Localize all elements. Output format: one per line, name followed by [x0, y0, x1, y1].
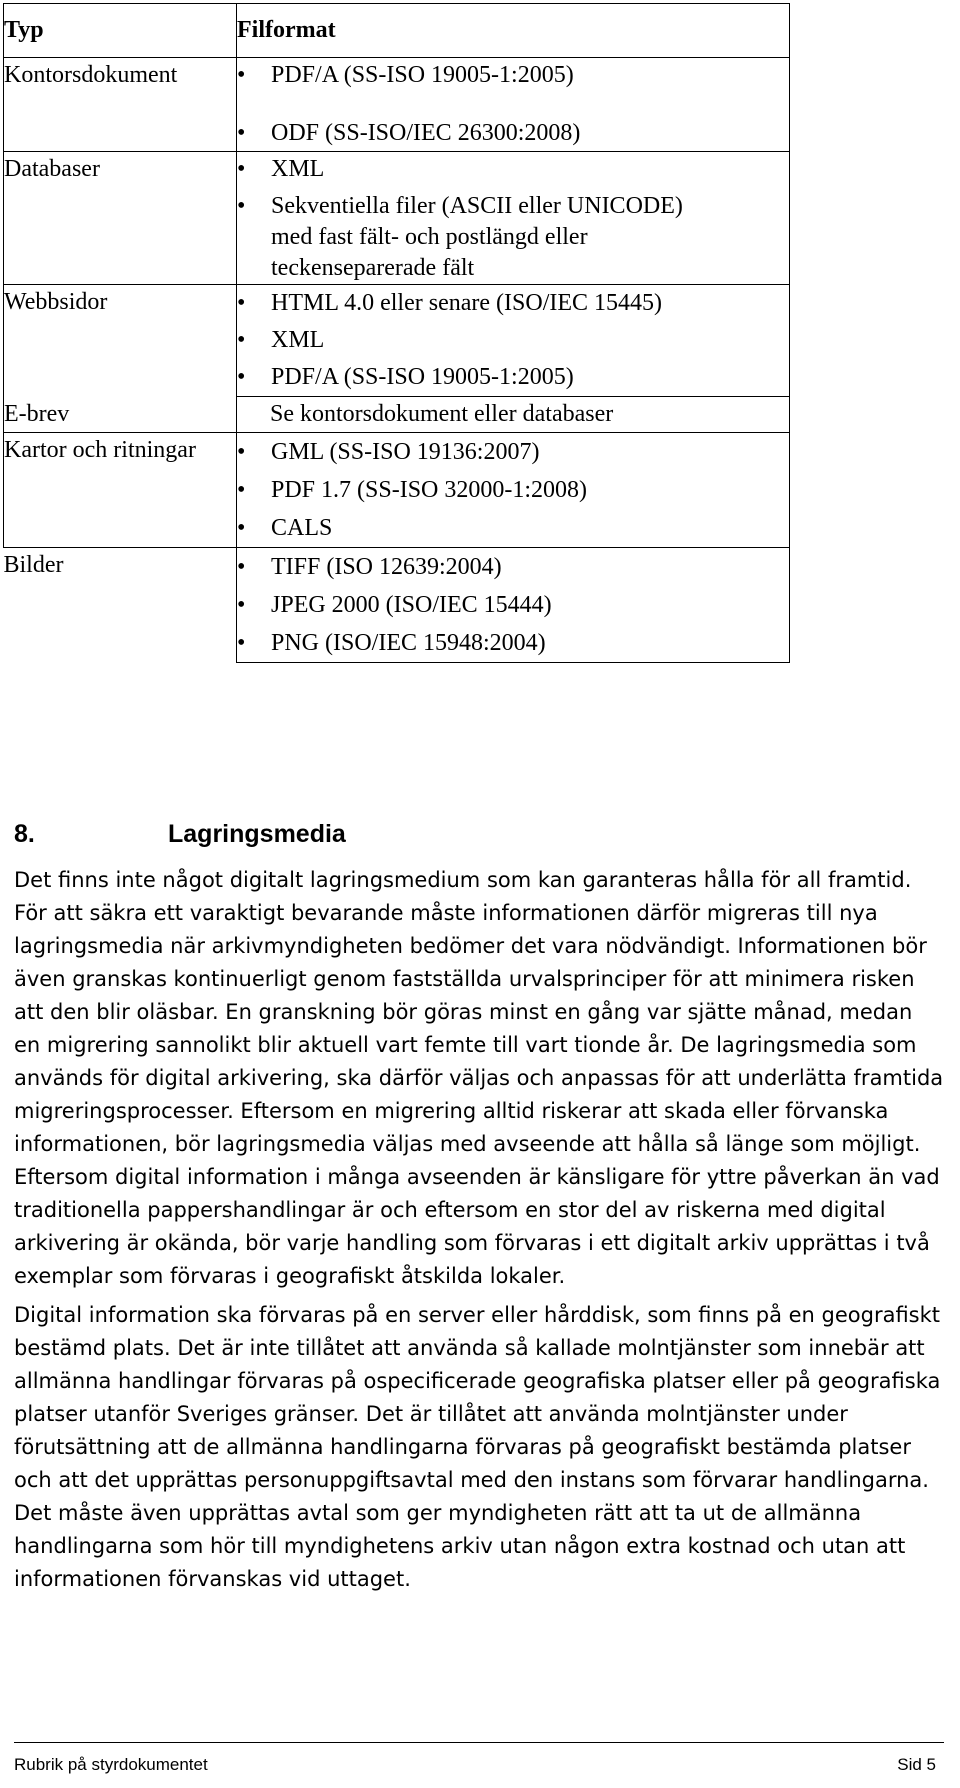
format-list	[237, 58, 789, 151]
section-heading	[14, 820, 346, 849]
file-format-table	[3, 3, 790, 663]
list-item: • CALS	[237, 509, 789, 547]
table-row	[4, 433, 790, 548]
paragraph: Det finns inte något digitalt lagringsmedium som kan garanteras hålla för all framtid. För att säkra ett varaktigt bevarande måste informationen därför migreras till nya lagringsmedia när arkivmyndigheten bedömer det vara nödvändigt. Informationen bör även granskas kontinuerligt genom fastställda urvalsprinciper för att minimera risken att den blir oläsbar. En granskning bör göras minst en gång var sjätte månad, medan en migrering sannolikt blir aktuell vart femte till vart tionde år. De lagringsmedia som används för digital arkivering, ska därför väljas och anpassas för att underlätta framtida migreringsprocesser. Eftersom en migrering alltid riskerar att skada eller förvanska informationen, bör lagringsmedia väljas med avseende att hålla så länge som möjligt. Eftersom digital information i många avseenden är känsligare för yttre påverkan än vad traditionella pappershandlingar är och eftersom en stor del av riskerna med digital arkivering är okända, bör varje handling som förvaras i ett digitalt arkiv upprättas i två exemplar som förvaras i geografiskt åtskilda lokaler.	[14, 868, 944, 1288]
format-list	[237, 152, 789, 284]
list-item: • XML	[237, 152, 789, 187]
header-format: Filformat	[237, 4, 790, 58]
footer-divider	[14, 1742, 944, 1743]
footer-document-title: Rubrik på styrdokumentet	[14, 1755, 208, 1774]
paragraph: Digital information ska förvaras på en server eller hårddisk, som finns på en geografiskt bestämd plats. Det är inte tillåtet att använda så kallade molntjänster som innebär att allmänna handlingar förvaras på ospecificerade geografiska platser eller på geografiska platser utanför Sveriges gränser. Det är tillåtet att använda molntjänster under förutsättning att de allmänna handlingarna förvaras på geografiskt bestämda platser och att det upprättas personuppgiftsavtal med den instans som förvarar handlingarna. Det måste även upprättas avtal som ger myndigheten rätt att ta ut de allmänna handlingarna som hör till myndighetens arkiv utan någon extra kostnad och utan att informationen förvanskas vid uttaget.	[14, 1303, 941, 1591]
list-item: • JPEG 2000 (ISO/IEC 15444)	[237, 586, 789, 624]
body-text	[14, 864, 944, 1602]
table-header-row	[4, 4, 790, 58]
list-item: • PDF/A (SS-ISO 19005-1:2005)	[237, 359, 789, 396]
table-row	[4, 285, 790, 397]
section-number: 8.	[14, 820, 35, 848]
row-type: Bilder	[4, 548, 237, 663]
row-plain-text: Se kontorsdokument eller databaser	[237, 397, 790, 433]
row-type: E-brev	[4, 397, 237, 433]
table-row	[4, 397, 790, 433]
list-item: • Sekventiella filer (ASCII eller UNICODE) med fast fält- och postlängd eller teckenseparerade fält	[237, 191, 691, 284]
table-row	[4, 548, 790, 663]
list-item: • PDF 1.7 (SS-ISO 32000-1:2008)	[237, 471, 789, 509]
section-title: Lagringsmedia	[168, 820, 346, 848]
row-type: Webbsidor	[4, 285, 237, 397]
format-list	[237, 433, 789, 547]
table-row	[4, 152, 790, 285]
list-item: • ODF (SS-ISO/IEC 26300:2008)	[237, 116, 789, 151]
footer-page-number: Sid 5	[897, 1755, 936, 1774]
list-item: • PDF/A (SS-ISO 19005-1:2005)	[237, 58, 789, 93]
list-item: • HTML 4.0 eller senare (ISO/IEC 15445)	[237, 285, 789, 322]
table-row	[4, 58, 790, 152]
list-item: • TIFF (ISO 12639:2004)	[237, 548, 789, 586]
list-item: • PNG (ISO/IEC 15948:2004)	[237, 624, 789, 662]
row-type: Kartor och ritningar	[4, 433, 237, 548]
row-type: Kontorsdokument	[4, 58, 237, 152]
format-list	[237, 548, 789, 662]
header-type: Typ	[4, 4, 237, 58]
list-item: • GML (SS-ISO 19136:2007)	[237, 433, 789, 471]
row-type: Databaser	[4, 152, 237, 285]
format-list	[237, 285, 789, 396]
list-item: • XML	[237, 322, 789, 359]
